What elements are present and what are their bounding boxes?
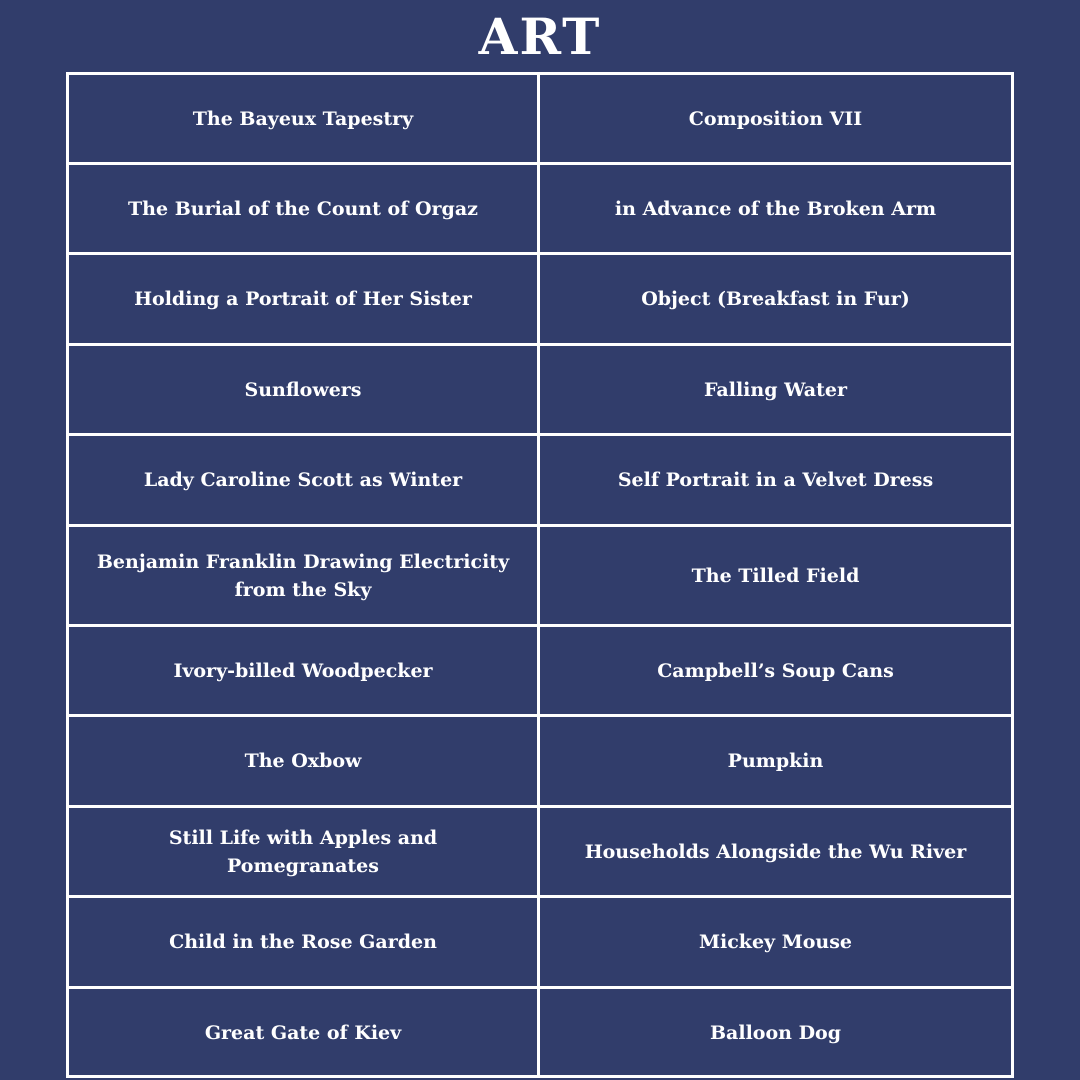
page-title: ART	[478, 7, 602, 66]
table-cell: Child in the Rose Garden	[69, 898, 540, 989]
table-cell: Balloon Dog	[709, 1021, 841, 1044]
table-cell: Object (Breakfast in Fur)	[540, 255, 1011, 346]
table-cell: Households Alongside the Wu River	[540, 808, 1011, 898]
table-cell: Ivory-billed Woodpecker	[69, 627, 540, 717]
table-cell: The Tilled Field	[540, 527, 1011, 627]
table-cell: in Advance of the Broken Arm	[540, 165, 1011, 255]
table-cell: The Burial of the Count of Orgaz	[69, 165, 540, 255]
table-cell: Self Portrait in a Velvet Dress	[540, 436, 1011, 527]
table-cell: Still Life with Apples and Pomegranates	[69, 808, 540, 898]
table-cell: Falling Water	[540, 346, 1011, 436]
table-cell: Mickey Mouse	[540, 898, 1011, 989]
table-cell: Pumpkin	[540, 717, 1011, 808]
table-cell: Benjamin Franklin Drawing Electricity from the Sky	[69, 527, 540, 627]
table-cell: The Bayeux Tapestry	[69, 75, 540, 165]
table-cell: Great Gate of Kiev	[69, 989, 540, 1076]
table-cell: Holding a Portrait of Her Sister	[69, 255, 540, 346]
table-cell: Sunflowers	[69, 346, 540, 436]
table-cell: Composition VII	[540, 75, 1011, 165]
table-cell: Lady Caroline Scott as Winter	[69, 436, 540, 527]
art-table	[66, 72, 1014, 1078]
table-cell: Campbell’s Soup Cans	[540, 627, 1011, 717]
table-cell: The Oxbow	[69, 717, 540, 808]
